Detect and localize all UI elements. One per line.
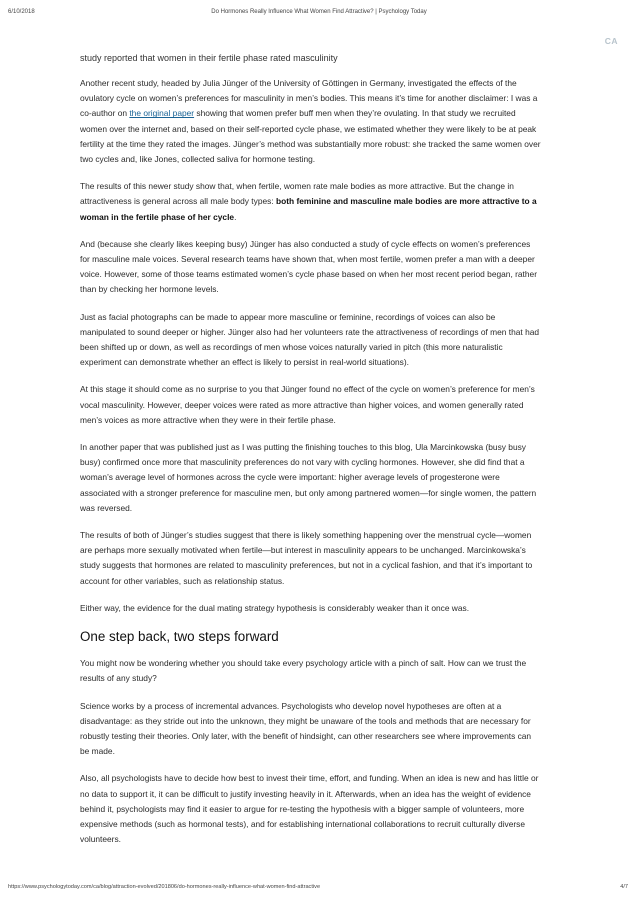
paragraph: The results of both of Jünger’s studies suggest that there is likely something happening over the menstrual cycle—women are perhaps more sexually motivated when fertile—but interest in masculinity appears to be unchanged. Marcinkowska’s study suggests that hormones are related to masculinity preferences, but not in a cyclical fashion, and that it’s important to account for other variables, such as relationship status. (80, 530, 533, 586)
paragraph-text: Another recent study, headed by Julia Jünger of the University of Göttingen in Germany, investigated the effects of the ovulatory cycle on women’s preferences for masculinity in men’s bodies. This means it’s time for another disclaimer: I was a co-author on (80, 78, 538, 119)
paragraph: Either way, the evidence for the dual mating strategy hypothesis is considerably weaker than it once was. (80, 602, 470, 613)
paragraph: You might now be wondering whether you should take every psychology article with a pinch of salt. How can we trust the results of any study? (80, 658, 527, 684)
cutoff-text: study reported that women in their fertile phase rated masculinity (80, 53, 338, 63)
print-date: 6/10/2018 (8, 9, 35, 15)
paragraph-text: The results of this newer study show that, when fertile, women rate male bodies as more attractive. But the change in attractiveness is general across all male body types: (80, 181, 514, 207)
section-heading: One step back, two steps forward (80, 629, 279, 645)
paragraph: Also, all psychologists have to decide how best to invest their time, effort, and funding. When an idea is new and has little or no data to support it, it can be difficult to justify investing heavily in it. Afterwards, when an idea has the weight of evidence behind it, psychologists may find it easier to argue for re-testing the hypothesis with a bigger sample of volunteers, more expensive methods (such as hormonal tests), and for establishing international collaborations to recruit culturally diverse volunteers. (80, 773, 539, 845)
paragraph: In another paper that was published just as I was putting the finishing touches to this blog, Ula Marcinkowska (busy busy busy) confirmed once more that masculinity preferences do not vary with cycling hormones. However, she did find that a woman’s average level of hormones across the cycle were important: higher average levels of progesterone were associated with a stronger preference for masculine men, but only among partnered women—for single women, the pattern was reversed. (80, 442, 537, 513)
paragraph: Just as facial photographs can be made to appear more masculine or feminine, recordings of voices can also be manipulated to sound deeper or higher. Jünger also had her volunteers rate the attractiveness of recordings of men that had been shifted up or down, as well as recordings of men whose voices naturally varied in pitch (this more naturalistic experiment can demonstrate whether an effect is likely to persist in real-world situations). (80, 311, 540, 368)
paragraph: And (because she clearly likes keeping busy) Jünger has also conducted a study of cycle effects on women’s preferences for masculine male voices. Several research teams have shown that, when most fertile, women prefer a man with a deeper voice. However, some of those teams estimated women’s cycle phase based on when her most recent period began, rather than by checking her hormone levels. (80, 238, 537, 295)
paragraph-text: showing that women prefer buff men when they’re ovulating. In that study we recruited women over the internet and, based on their self-reported cycle phase, we estimated whether they were likely to be at peak fertility at the time they rated the images. Jünger’s method was substantially more robust: she tracked the same women over two cycles and, like Jones, collected saliva for hormone testing. (80, 108, 541, 165)
region-badge[interactable]: CA (604, 36, 618, 46)
print-header (0, 0, 638, 20)
print-page-title: Do Hormones Really Influence What Women Find Attractive? | Psychology Today (211, 9, 427, 15)
paragraph (80, 179, 542, 225)
page-url: https://www.psychologytoday.com/ca/blog/attraction-evolved/201806/do-hormones-really-influence-what-women-find-attractive (8, 884, 321, 890)
article-body (80, 76, 542, 859)
paragraph: Science works by a process of incremental advances. Psychologists who develop novel hypotheses are often at a disadvantage: as they stride out into the unknown, they might be unaware of the tools and methods that are necessary for robustly testing their theories. Only later, with the benefit of hindsight, can other researchers see where improvements can be made. (80, 700, 532, 757)
paragraph: At this stage it should come as no surprise to you that Jünger found no effect of the cycle on women’s preference for men’s vocal masculinity. However, deeper voices were rated as more attractive than higher voices, and women generally rated men’s voices as more attractive when they were in their fertile phase. (80, 384, 535, 425)
cutoff-text-line (80, 53, 540, 65)
paragraph-text: . (234, 211, 237, 222)
paragraph (80, 76, 542, 167)
page-number: 4/7 (620, 884, 628, 890)
bold-finding: both feminine and masculine male bodies are more attractive to a woman in the fertile phase of her cycle (80, 196, 537, 222)
original-paper-link[interactable]: the original paper (129, 108, 195, 119)
